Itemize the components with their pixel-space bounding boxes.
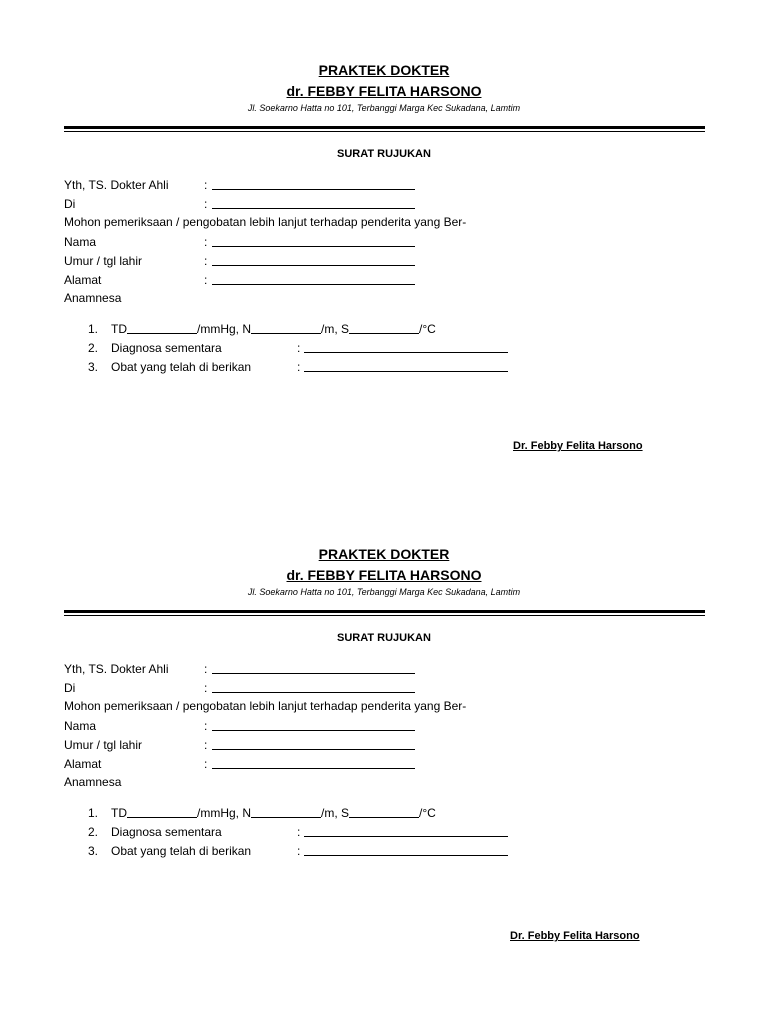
request-text: Mohon pemeriksaan / pengobatan lebih lanjut terhadap penderita yang Ber- <box>64 699 467 713</box>
header-rule-thin <box>64 131 705 132</box>
anamnesa-label: Anamnesa <box>64 291 122 305</box>
item-colon: : <box>297 341 301 355</box>
field-label: Yth, TS. Dokter Ahli <box>64 178 169 192</box>
fill-line[interactable] <box>212 265 415 266</box>
field-label: Alamat <box>64 273 102 287</box>
mmhg-label: /mmHg, N <box>197 322 251 336</box>
field-label: Alamat <box>64 757 102 771</box>
header-rule-thick <box>64 126 705 129</box>
field-label: Umur / tgl lahir <box>64 738 143 752</box>
item-label: Diagnosa sementara <box>111 341 222 355</box>
td-fill-line[interactable] <box>127 321 197 334</box>
referral-letter-bottom <box>0 484 768 964</box>
suhu-fill-line[interactable] <box>349 321 419 334</box>
td-fill-line[interactable] <box>127 805 197 818</box>
doctor-name-header: dr. FEBBY FELITA HARSONO <box>286 83 482 99</box>
field-colon: : <box>204 719 208 733</box>
field-colon: : <box>204 197 208 211</box>
item-vitals <box>111 805 436 821</box>
item-number: 2. <box>88 341 99 355</box>
fill-line[interactable] <box>212 768 415 769</box>
fill-line[interactable] <box>304 855 508 856</box>
fill-line[interactable] <box>212 692 415 693</box>
document-title: SURAT RUJUKAN <box>337 148 431 160</box>
referral-letter-top <box>0 0 768 480</box>
field-label: Nama <box>64 719 97 733</box>
header-rule-thin <box>64 615 705 616</box>
field-colon: : <box>204 662 208 676</box>
nadi-fill-line[interactable] <box>251 805 321 818</box>
item-vitals <box>111 321 436 337</box>
item-number: 3. <box>88 360 99 374</box>
fill-line[interactable] <box>212 189 415 190</box>
field-colon: : <box>204 757 208 771</box>
celsius-label: /°C <box>419 322 436 336</box>
header-rule-thick <box>64 610 705 613</box>
item-number: 1. <box>88 322 99 336</box>
field-label: Yth, TS. Dokter Ahli <box>64 662 169 676</box>
fill-line[interactable] <box>212 208 415 209</box>
fill-line[interactable] <box>304 352 508 353</box>
item-label: Diagnosa sementara <box>111 825 222 839</box>
td-label: TD <box>111 322 127 336</box>
field-colon: : <box>204 254 208 268</box>
field-label: Di <box>64 197 76 211</box>
doctor-name-header: dr. FEBBY FELITA HARSONO <box>286 567 482 583</box>
nadi-fill-line[interactable] <box>251 321 321 334</box>
signature-name: Dr. Febby Felita Harsono <box>510 930 640 942</box>
field-colon: : <box>204 273 208 287</box>
clinic-name: PRAKTEK DOKTER <box>318 546 450 562</box>
field-label: Nama <box>64 235 97 249</box>
fill-line[interactable] <box>212 673 415 674</box>
item-label: Obat yang telah di berikan <box>111 360 252 374</box>
anamnesa-label: Anamnesa <box>64 775 122 789</box>
item-colon: : <box>297 844 301 858</box>
request-text: Mohon pemeriksaan / pengobatan lebih lanjut terhadap penderita yang Ber- <box>64 215 467 229</box>
td-label: TD <box>111 806 127 820</box>
celsius-label: /°C <box>419 806 436 820</box>
field-colon: : <box>204 235 208 249</box>
fill-line[interactable] <box>304 371 508 372</box>
field-colon: : <box>204 681 208 695</box>
item-number: 2. <box>88 825 99 839</box>
clinic-address: Jl. Soekarno Hatta no 101, Terbanggi Marga Kec Sukadana, Lamtim <box>247 587 521 597</box>
field-label: Umur / tgl lahir <box>64 254 143 268</box>
item-colon: : <box>297 825 301 839</box>
item-number: 3. <box>88 844 99 858</box>
item-number: 1. <box>88 806 99 820</box>
field-colon: : <box>204 738 208 752</box>
item-label: Obat yang telah di berikan <box>111 844 252 858</box>
document-title: SURAT RUJUKAN <box>337 632 431 644</box>
fill-line[interactable] <box>212 749 415 750</box>
clinic-name: PRAKTEK DOKTER <box>318 62 450 78</box>
field-label: Di <box>64 681 76 695</box>
fill-line[interactable] <box>212 246 415 247</box>
mmhg-label: /mmHg, N <box>197 806 251 820</box>
per-minute-label: /m, S <box>321 322 350 336</box>
fill-line[interactable] <box>304 836 508 837</box>
item-colon: : <box>297 360 301 374</box>
suhu-fill-line[interactable] <box>349 805 419 818</box>
clinic-address: Jl. Soekarno Hatta no 101, Terbanggi Marga Kec Sukadana, Lamtim <box>247 103 521 113</box>
per-minute-label: /m, S <box>321 806 350 820</box>
field-colon: : <box>204 178 208 192</box>
fill-line[interactable] <box>212 284 415 285</box>
fill-line[interactable] <box>212 730 415 731</box>
signature-name: Dr. Febby Felita Harsono <box>513 440 643 452</box>
